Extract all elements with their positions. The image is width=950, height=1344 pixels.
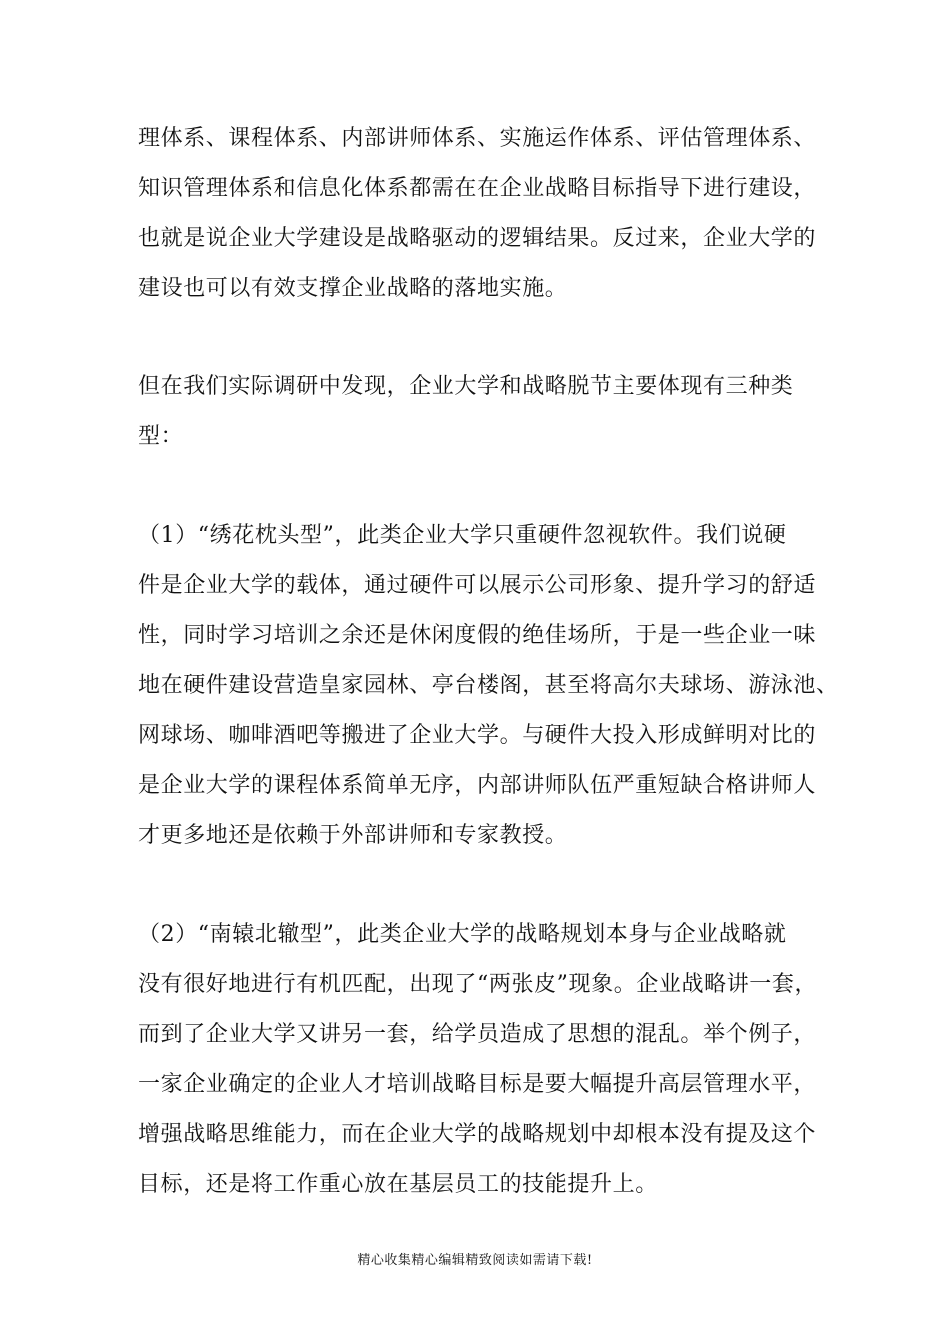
paragraph-4-line-4: 一家企业确定的企业人才培训战略目标是要大幅提升高层管理水平， bbox=[138, 1072, 817, 1097]
paragraph-3-line-5: 网球场、咖啡酒吧等搬进了企业大学。与硬件大投入形成鲜明对比的 bbox=[138, 723, 817, 748]
paragraph-4-line-5: 增强战略思维能力，而在企业大学的战略规划中却根本没有提及这个 bbox=[138, 1122, 817, 1147]
paragraph-4-line-1: （2）“南辕北辙型”，此类企业大学的战略规划本身与企业战略就 bbox=[138, 922, 787, 947]
paragraph-2-line-2: 型： bbox=[138, 424, 184, 449]
paragraph-3-line-2: 件是企业大学的载体，通过硬件可以展示公司形象、提升学习的舒适 bbox=[138, 573, 817, 598]
paragraph-2-line-1: 但在我们实际调研中发现，企业大学和战略脱节主要体现有三种类 bbox=[138, 374, 794, 399]
paragraph-3-line-4: 地在硬件建设营造皇家园林、亭台楼阁，甚至将高尔夫球场、游泳池、 bbox=[138, 673, 839, 698]
paragraph-1-line-3: 也就是说企业大学建设是战略驱动的逻辑结果。反过来，企业大学的 bbox=[138, 226, 817, 251]
paragraph-3-line-1: （1）“绣花枕头型”，此类企业大学只重硬件忽视软件。我们说硬 bbox=[138, 523, 787, 548]
page-footer: 精心收集精心编辑精致阅读如需请下载! bbox=[357, 1253, 593, 1268]
paragraph-4-line-2: 没有很好地进行有机匹配，出现了“两张皮”现象。企业战略讲一套， bbox=[138, 972, 818, 997]
paragraph-3-line-7: 才更多地还是依赖于外部讲师和专家教授。 bbox=[138, 823, 568, 848]
paragraph-1-line-1: 理体系、课程体系、内部讲师体系、实施运作体系、评估管理体系、 bbox=[138, 126, 817, 151]
paragraph-3-line-3: 性，同时学习培训之余还是休闲度假的绝佳场所，于是一些企业一味 bbox=[138, 623, 817, 648]
paragraph-1-line-4: 建设也可以有效支撑企业战略的落地实施。 bbox=[138, 276, 568, 301]
paragraph-1-line-2: 知识管理体系和信息化体系都需在在企业战略目标指导下进行建设， bbox=[138, 176, 817, 201]
paragraph-4-line-6: 目标，还是将工作重心放在基层员工的技能提升上。 bbox=[138, 1172, 658, 1197]
paragraph-3-line-6: 是企业大学的课程体系简单无序，内部讲师队伍严重短缺合格讲师人 bbox=[138, 773, 817, 798]
paragraph-4-line-3: 而到了企业大学又讲另一套，给学员造成了思想的混乱。举个例子， bbox=[138, 1022, 817, 1047]
